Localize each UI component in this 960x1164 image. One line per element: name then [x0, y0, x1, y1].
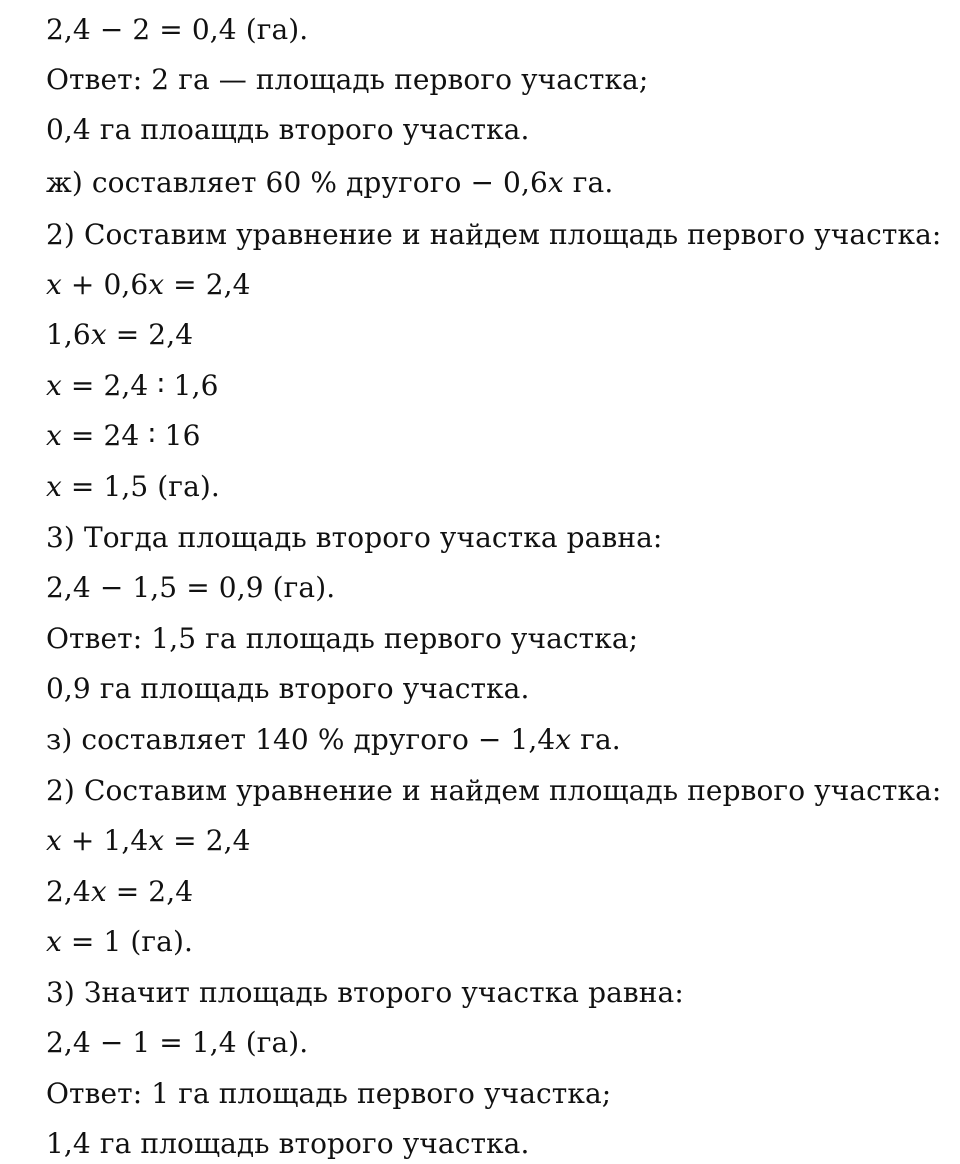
answer-line: 1,4 га площадь второго участка. [46, 1127, 530, 1160]
answer-line: Ответ: 1,5 га площадь первого участка; [46, 622, 639, 655]
equation-line: 2,4 − 2 = 0,4 (га). [46, 13, 309, 46]
answer-line: Ответ: 1 га площадь первого участка; [46, 1077, 612, 1110]
equation-line: 1,6𝑥 = 2,4 [46, 318, 194, 351]
equation-line: 𝑥 + 1,4𝑥 = 2,4 [46, 824, 251, 857]
answer-line: Ответ: 2 га — площадь первого участка; [46, 63, 649, 96]
equation-line: 2,4𝑥 = 2,4 [46, 875, 194, 908]
equation-line: 𝑥 = 24 ∶ 16 [46, 419, 201, 452]
equation-line: 2,4 − 1 = 1,4 (га). [46, 1026, 309, 1059]
equation-line: 𝑥 + 0,6𝑥 = 2,4 [46, 268, 251, 301]
equation-line: 𝑥 = 1,5 (га). [46, 470, 220, 503]
step-line: 2) Составим уравнение и найдем площадь первого участка: [46, 774, 942, 807]
answer-line: 0,9 га площадь второго участка. [46, 672, 530, 705]
equation-line: 𝑥 = 1 (га). [46, 925, 193, 958]
step-line: 3) Тогда площадь второго участка равна: [46, 521, 663, 554]
step-line: 3) Значит площадь второго участка равна: [46, 976, 684, 1009]
subtask-line: з) составляет 140 % другого − 1,4𝑥 га. [46, 723, 621, 756]
equation-line: 𝑥 = 2,4 ∶ 1,6 [46, 369, 219, 402]
step-line: 2) Составим уравнение и найдем площадь первого участка: [46, 218, 942, 251]
subtask-line: ж) составляет 60 % другого − 0,6𝑥 га. [46, 166, 614, 199]
answer-line: 0,4 га плоащдь второго участка. [46, 113, 530, 146]
equation-line: 2,4 − 1,5 = 0,9 (га). [46, 571, 336, 604]
